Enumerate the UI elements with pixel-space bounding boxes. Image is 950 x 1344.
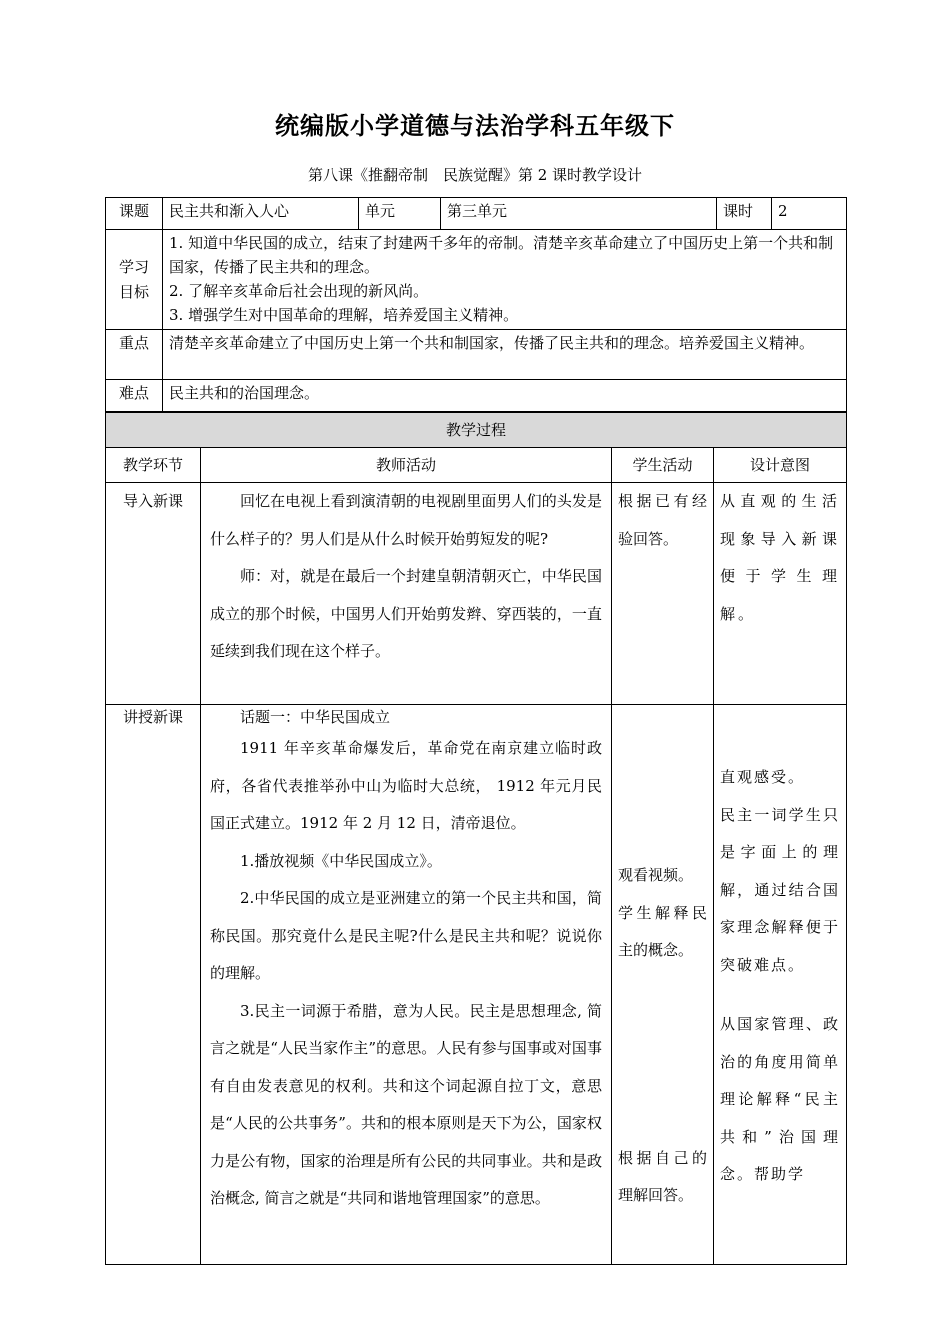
intent-paragraph: 直观感受。 (720, 768, 806, 786)
goal-item: 2. 了解辛亥革命后社会出现的新风尚。 (169, 282, 429, 300)
header-intent: 设计意图 (714, 448, 847, 483)
intent-paragraph: 从直观的生活现象导入新课便于学生理解。 (720, 492, 841, 623)
stage-cell: 讲授新课 (106, 705, 201, 1265)
teaching-process-table (105, 412, 847, 1265)
stage-cell: 导入新课 (106, 483, 201, 705)
document-title: 统编版小学道德与法治学科五年级下 (275, 112, 675, 140)
teacher-paragraph: 3.民主一词源于希腊，意为人民。民主是思想理念, 简言之就是“人民当家作主”的意思。人民有参与国事或对国事有自由发表意见的权利。共和这个词起源自拉丁文，意思是“人民的公共事务”。共和的根本原则是天下为公，国家权力是公有物，国家的治理是所有公民的共同事业。共和是政治概念, 简言之就是“共同和谐地管理国家”的意思。 (210, 1001, 602, 1207)
student-cell (612, 705, 714, 1265)
goal-item: 1. 知道中华民国的成立，结束了封建两千多年的帝制。清楚辛亥革命建立了中国历史上第一个共和制国家，传播了民主共和的理念。 (169, 234, 834, 276)
goals-label (106, 230, 163, 330)
student-paragraph: 根据自己的理解回答。 (618, 1148, 707, 1204)
teacher-paragraph: 1.播放视频《中华民国成立》。 (240, 851, 442, 870)
header-stage: 教学环节 (106, 448, 201, 483)
table-row (106, 483, 847, 705)
topic-label: 课题 (106, 198, 163, 230)
teacher-cell (201, 705, 612, 1265)
topic-value: 民主共和渐入人心 (163, 198, 359, 230)
period-label: 课时 (717, 198, 772, 230)
intent-paragraph: 从国家管理、政治的角度用简单理论解释“民主共和”治国理念。帮助学 (720, 1015, 841, 1183)
student-paragraph: 学生解释民主的概念。 (618, 903, 707, 959)
teacher-paragraph: 1911 年辛亥革命爆发后，革命党在南京建立临时政府，各省代表推举孙中山为临时大总统， 1912 年元月民国正式建立。1912 年 2 月 12 日，清帝退位。 (210, 739, 602, 832)
student-paragraph: 观看视频。 (618, 866, 694, 884)
key-value: 清楚辛亥革命建立了中国历史上第一个共和制国家，传播了民主共和的理念。培养爱国主义精神。 (163, 330, 847, 380)
difficulty-label: 难点 (106, 380, 163, 412)
period-value: 2 (772, 198, 847, 230)
header-teacher: 教师活动 (201, 448, 612, 483)
unit-label: 单元 (359, 198, 441, 230)
teacher-paragraph: 回忆在电视上看到演清朝的电视剧里面男人们的头发是什么样子的？男人们是从什么时候开始剪短发的呢? (210, 492, 602, 548)
process-band-title: 教学过程 (106, 413, 847, 448)
intent-paragraph: 民主一词学生只是字面上的理解，通过结合国家理念解释便于突破难点。 (720, 805, 841, 974)
teacher-paragraph: 师：对，就是在最后一个封建皇朝清朝灭亡，中华民国成立的那个时候，中国男人们开始剪发辫、穿西装的，一直延续到我们现在这个样子。 (210, 567, 602, 660)
lesson-info-table (105, 197, 847, 412)
unit-value: 第三单元 (441, 198, 717, 230)
intent-cell (714, 705, 847, 1265)
key-label: 重点 (106, 330, 163, 380)
teacher-paragraph: 2.中华民国的成立是亚洲建立的第一个民主共和国，简称民国。那究竟什么是民主呢?什么是民主共和呢？说说你的理解。 (210, 889, 602, 982)
teacher-cell (201, 483, 612, 705)
goals-cell (163, 230, 847, 330)
goals-label-text: 学习目标 (119, 257, 150, 301)
student-cell (612, 483, 714, 705)
goal-item: 3. 增强学生对中国革命的理解，培养爱国主义精神。 (169, 306, 519, 324)
student-paragraph: 根据已有经验回答。 (618, 492, 707, 548)
intent-cell (714, 483, 847, 705)
header-student: 学生活动 (612, 448, 714, 483)
table-row (106, 705, 847, 1265)
teacher-paragraph: 话题一：中华民国成立 (240, 708, 391, 726)
difficulty-value: 民主共和的治国理念。 (163, 380, 847, 412)
document-subtitle: 第八课《推翻帝制 民族觉醒》第 2 课时教学设计 (307, 166, 643, 184)
